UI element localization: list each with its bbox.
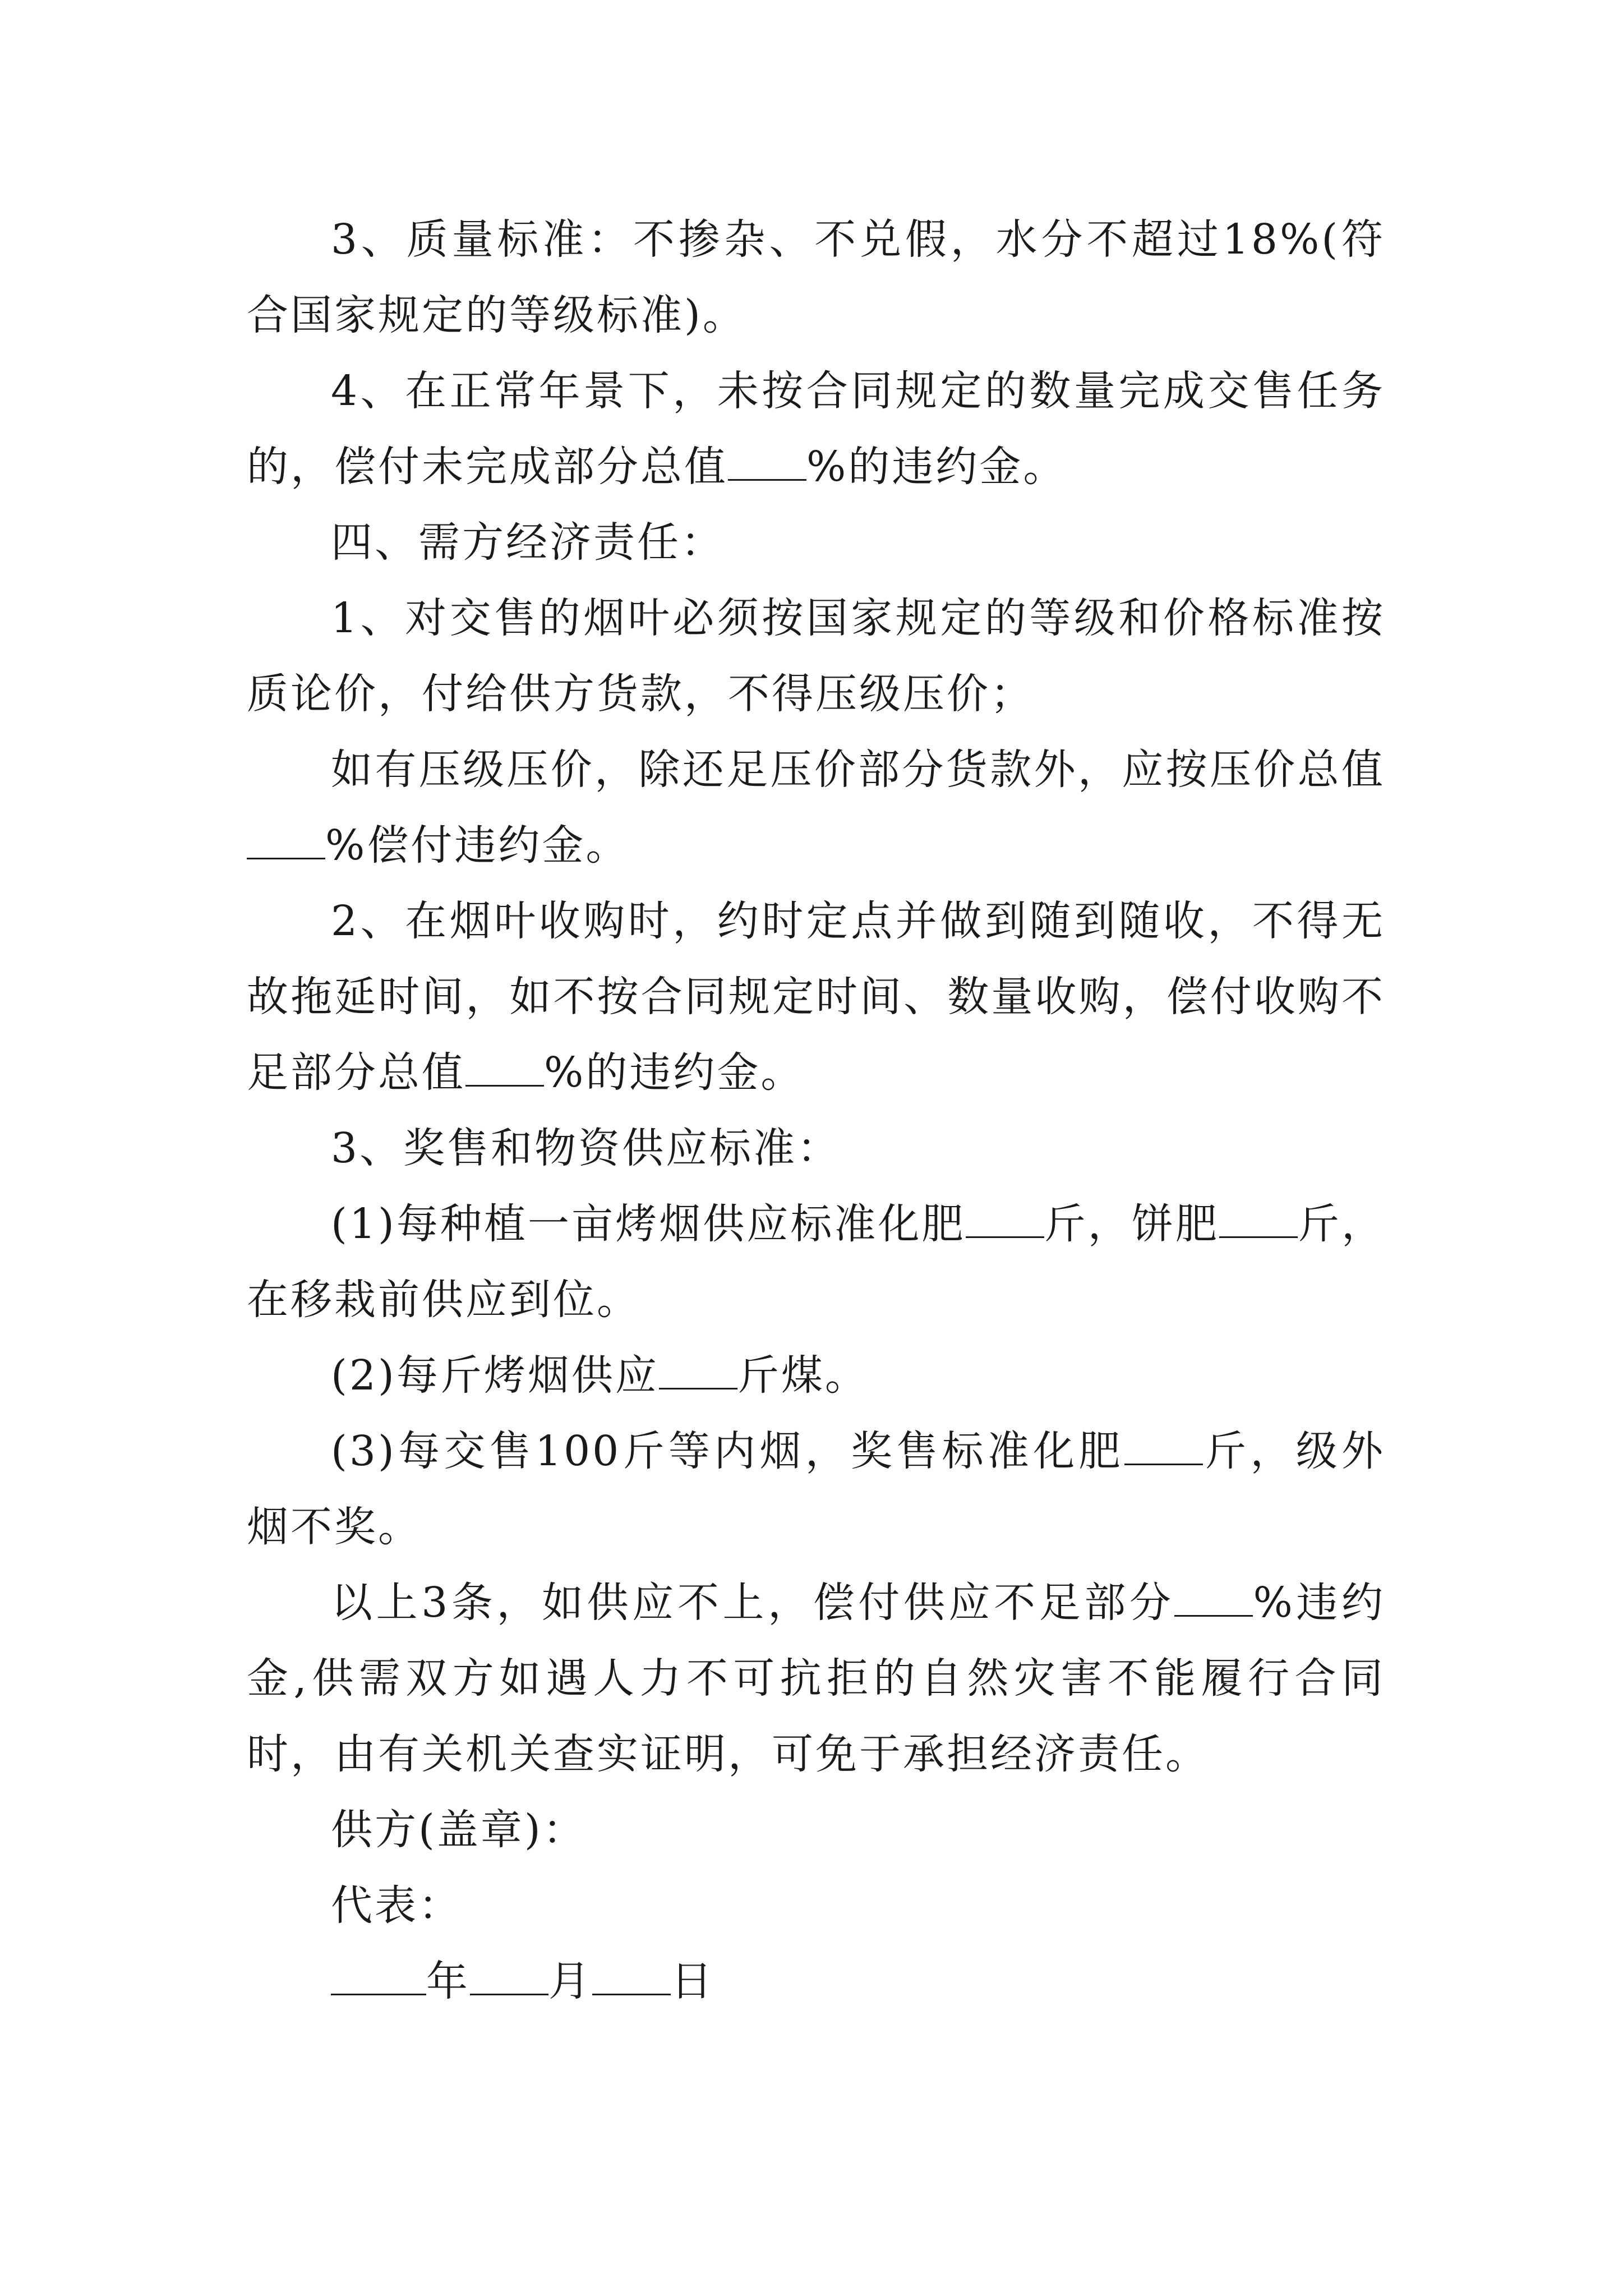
supply-standard-heading (247, 1111, 1385, 1186)
purchase-timing-paragraph (247, 884, 1385, 1111)
paragraph-text: 以上3条，如供应不上，偿付供应不足部分 (331, 1579, 1175, 1627)
paragraph-text: %的违约金。 (544, 1048, 805, 1097)
month-label: 月 (548, 1957, 592, 2005)
fill-blank (966, 1191, 1044, 1238)
quantity-penalty-paragraph (247, 353, 1385, 505)
pricing-paragraph (247, 581, 1385, 732)
paragraph-text: 4、在正常年景下，未按合同规定的数量完成交售任务的，偿付未完成部分总值 (247, 367, 1385, 491)
paragraph-text: 斤煤。 (737, 1351, 869, 1400)
reward-sale-paragraph (247, 1414, 1385, 1565)
paragraph-text: %偿付违约金。 (325, 821, 630, 869)
supplier-seal-line (247, 1792, 1385, 1868)
paragraph-text: 斤，在移栽前供应到位。 (247, 1200, 1386, 1324)
paragraph-text: 3、奖售和物资供应标准： (331, 1124, 841, 1172)
paragraph-text: (1)每种植一亩烤烟供应标准化肥 (331, 1200, 966, 1248)
fill-blank (728, 434, 806, 481)
paragraph-text: 如有压级压价，除还足压价部分货款外，应按压价总值 (331, 746, 1385, 794)
contract-body (247, 202, 1385, 2019)
signature-label: 代表： (331, 1881, 462, 1930)
paragraph-text: 斤，饼肥 (1044, 1200, 1219, 1248)
paragraph-text: 斤，级外烟不奖。 (247, 1427, 1385, 1551)
fill-blank (247, 813, 325, 859)
year-blank (331, 1949, 426, 1995)
representative-line (247, 1868, 1385, 1944)
fill-blank (1174, 1570, 1253, 1617)
date-line (247, 1944, 1385, 2019)
day-blank (592, 1949, 671, 1995)
section-title: 四、需方经济责任： (331, 518, 725, 567)
quality-standard-paragraph (247, 202, 1385, 353)
fill-blank (1219, 1191, 1298, 1238)
paragraph-text: (2)每斤烤烟供应 (331, 1351, 659, 1400)
fill-blank (659, 1343, 737, 1389)
force-majeure-paragraph (247, 1565, 1385, 1792)
price-penalty-paragraph (247, 732, 1385, 884)
day-label: 日 (671, 1957, 714, 2005)
paragraph-text: 1、对交售的烟叶必须按国家规定的等级和价格标准按质论价，付给供方货款，不得压级压价； (247, 594, 1385, 718)
coal-supply-paragraph (247, 1338, 1385, 1414)
paragraph-text: %的违约金。 (806, 443, 1067, 491)
paragraph-text: %违约金,供需双方如遇人力不可抗拒的自然灾害不能履行合同时，由有关机关查实证明，可免于承担经济责任。 (247, 1579, 1385, 1778)
paragraph-text: (3)每交售100斤等内烟，奖售标准化肥 (331, 1427, 1124, 1475)
paragraph-text: 2、在烟叶收购时，约时定点并做到随到随收，不得无故拖延时间，如不按合同规定时间、数量收购，偿付收购不足部分总值 (247, 897, 1385, 1097)
fill-blank (465, 1040, 544, 1087)
signature-label: 供方(盖章)： (331, 1806, 587, 1854)
month-blank (470, 1949, 548, 1995)
fill-blank (1124, 1419, 1203, 1465)
section-heading (247, 505, 1385, 581)
paragraph-text: 3、质量标准：不掺杂、不兑假，水分不超过18%(符合国家规定的等级标准)。 (247, 215, 1385, 339)
year-label: 年 (426, 1957, 470, 2005)
fertilizer-supply-paragraph (247, 1186, 1385, 1338)
